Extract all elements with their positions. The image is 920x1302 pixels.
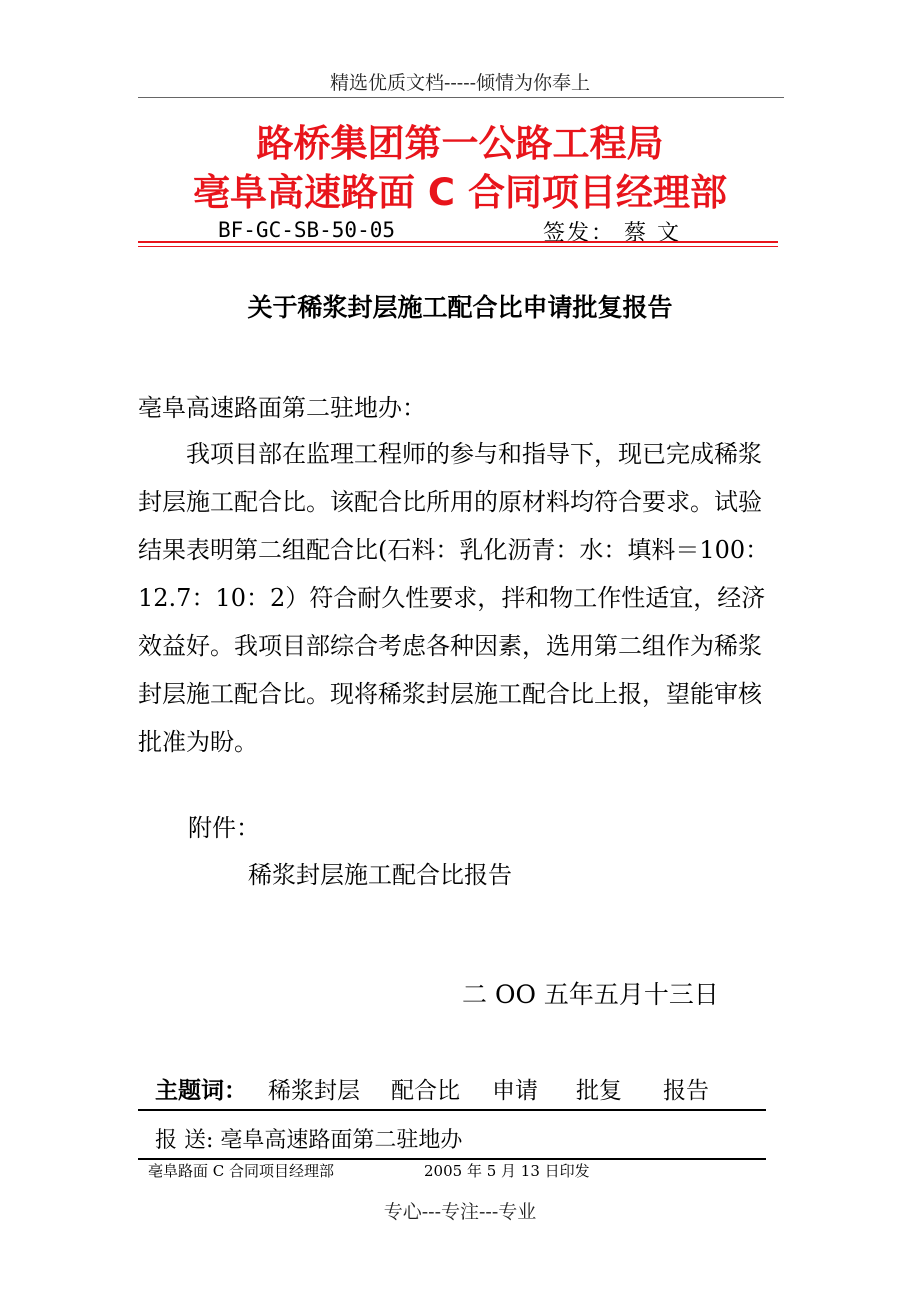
keyword-item: 报告 [663, 1078, 709, 1104]
issuer: 亳阜路面 C 合同项目经理部 [148, 1162, 335, 1180]
signer: 签发： 蔡 文 [543, 221, 681, 246]
page-footer: 专心---专注---专业 [383, 1201, 537, 1223]
document-date: 二 OO 五年五月十三日 [462, 980, 719, 1009]
keyword-item: 配合比 [391, 1078, 460, 1104]
letterhead-red-rule-thick [138, 241, 778, 243]
letterhead-red-rule-thin [138, 246, 778, 247]
document-number: BF-GC-SB-50-05 [218, 218, 396, 242]
keyword-item: 批复 [576, 1078, 622, 1104]
attachment-item: 稀浆封层施工配合比报告 [248, 861, 512, 889]
distribution-rule-top [138, 1109, 766, 1111]
org-name-line2: 亳阜高速路面 C 合同项目经理部 [193, 171, 727, 214]
addressee: 亳阜高速路面第二驻地办： [138, 394, 426, 422]
page-header: 精选优质文档-----倾情为你奉上 [329, 72, 591, 94]
keyword-item: 稀浆封层 [268, 1078, 360, 1104]
attachment-label: 附件： [188, 814, 260, 842]
cc-recipient: 报 送: 亳阜高速路面第二驻地办 [155, 1128, 463, 1153]
issue-date: 2005 年 5 月 13 日印发 [424, 1162, 590, 1180]
org-name-line1: 路桥集团第一公路工程局 [256, 122, 664, 165]
keywords-label: 主题词： [155, 1078, 247, 1104]
header-divider [138, 97, 784, 98]
document-subject: 关于稀浆封层施工配合比申请批复报告 [247, 293, 673, 322]
keyword-item: 申请 [492, 1078, 538, 1104]
body-paragraph: 我项目部在监理工程师的参与和指导下，现已完成稀浆封层施工配合比。该配合比所用的原材料均符合要求。试验结果表明第二组配合比(石料：乳化沥青：水：填料＝100：12.7：10：2）符合耐久性要求，拌和物工作性适宜，经济效益好。我项目部综合考虑各种因素，选用第二组作为稀浆封层施工配合比。现将稀浆封层施工配合比上报，望能审核批准为盼。 [138, 440, 770, 756]
